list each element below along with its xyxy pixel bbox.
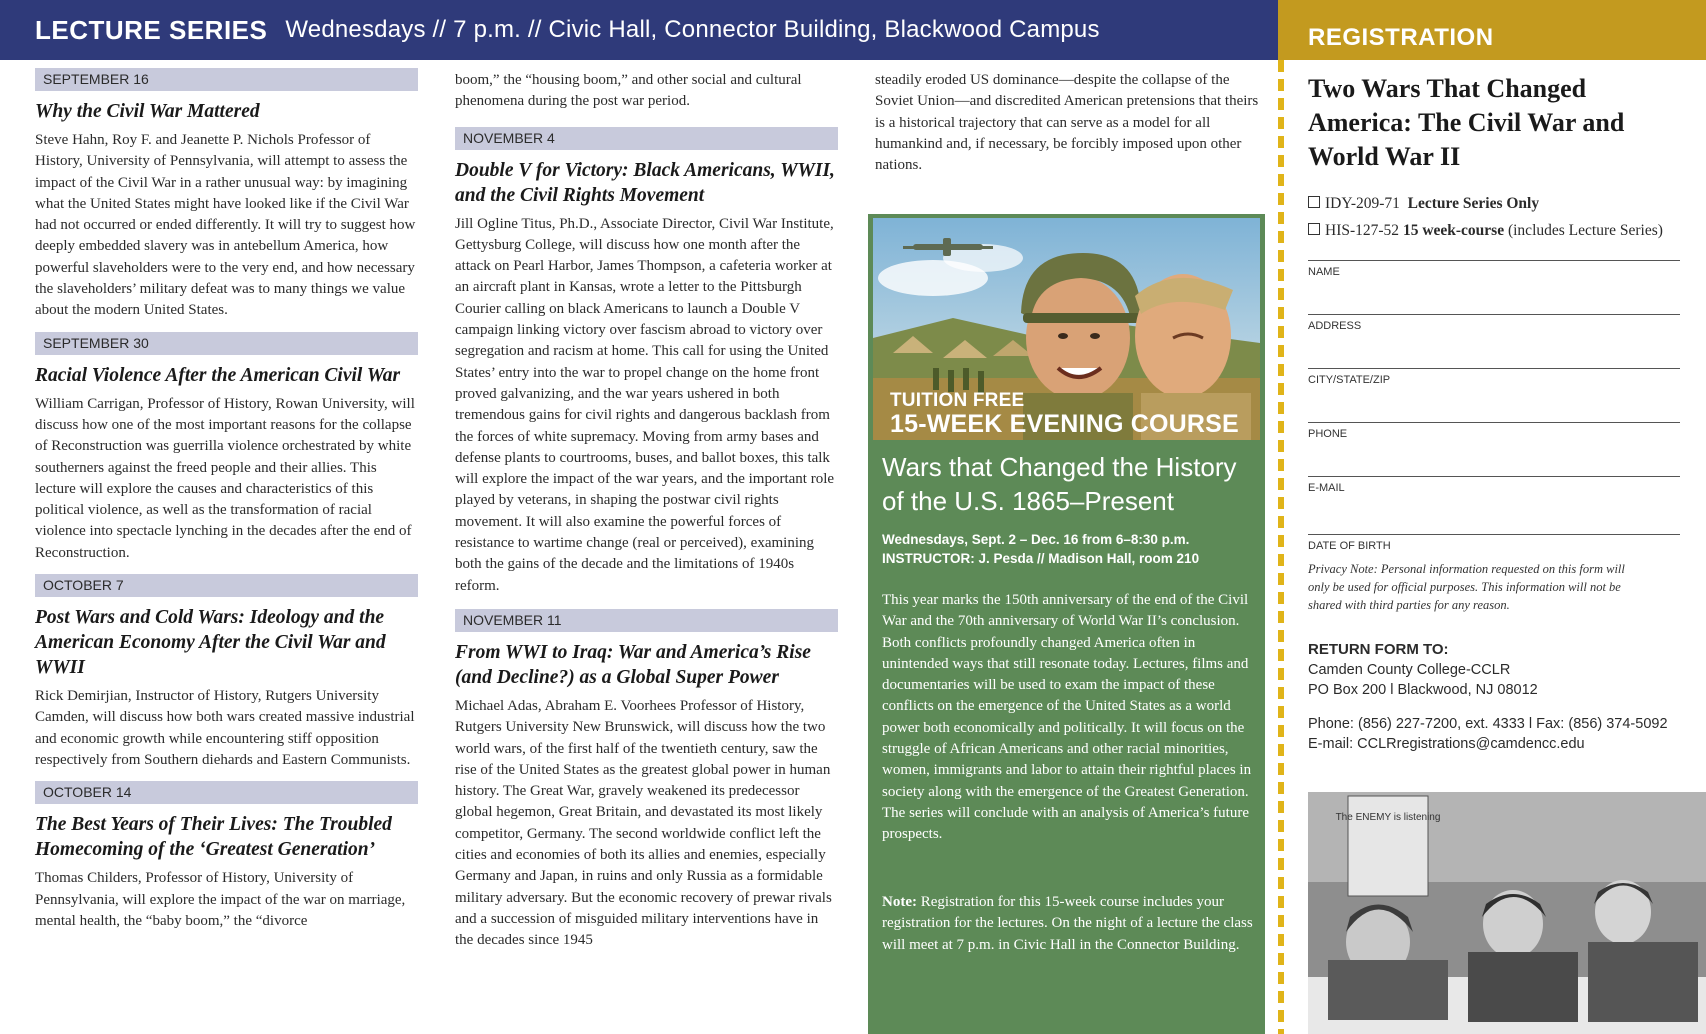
course-meta — [882, 530, 1257, 568]
poster-sign: The ENEMY is listening — [1335, 812, 1441, 823]
return-line: Camden County College-CCLR — [1308, 662, 1511, 678]
course-note — [882, 892, 1254, 956]
poster-sign-text — [1336, 812, 1441, 823]
checkbox[interactable] — [1308, 223, 1320, 235]
field-label: E-MAIL — [1308, 482, 1345, 494]
course-badge: 15-WEEK EVENING COURSE — [890, 410, 1239, 438]
phone-field[interactable] — [1308, 422, 1680, 476]
lecture-description: Steve Hahn, Roy F. and Jeanette P. Nichols Professor of History, University of Pennsylvania, will attempt to assess the impact of the Civil War in a rather unusual way: by imagining what the United States might have looked like if the Civil War had not occurred or ended differently. It will try to suggest how deeply embedded slavery was in antebellum America, how powerful slaveholders were to the very end, and how necessary the slaveholders’ military defeat was to many things we value about the modern United States. — [35, 132, 416, 319]
lecture-series-header — [0, 0, 1278, 60]
lecture-item — [35, 574, 418, 771]
tuition-free-label: TUITION FREE — [890, 390, 1025, 411]
lecture-item — [35, 781, 418, 932]
registration-form — [1308, 60, 1680, 754]
lecture-title: Double V for Victory: Black Americans, WWII, and the Civil Rights Movement — [455, 159, 835, 206]
note-label: Note: — [882, 894, 917, 910]
course-description: This year marks the 150th anniversary of the end of the Civil War and the 70th anniversary of World War II’s conclusion. Both conflicts profoundly changed America often in unintended ways that still resonate today. Lectures, films and documentaries will be used to exam the impact of these conflicts on the emergence of the United States as a world power both economically and politically. It will focus on the struggle of African Americans and other racial minorities, women, immigrants and labor to attain their rightful places in society along with the emergence of the Greatest Generation. The series will conclude with an analysis of America’s future prospects. — [882, 592, 1252, 843]
course-title: Wars that Changed the History of the U.S. 1865–Present — [882, 452, 1237, 516]
option-extra: (includes Lecture Series) — [1507, 222, 1663, 239]
course-code: IDY-209-71 — [1325, 195, 1400, 212]
return-line: PO Box 200 l Blackwood, NJ 08012 — [1308, 682, 1538, 698]
option-label: 15 week-course — [1402, 222, 1505, 239]
address-field[interactable] — [1308, 314, 1680, 368]
field-label: ADDRESS — [1308, 320, 1362, 332]
lecture-item — [35, 332, 418, 564]
checkbox[interactable] — [1308, 196, 1320, 208]
field-label: PHONE — [1308, 428, 1348, 440]
email-field[interactable] — [1308, 476, 1680, 530]
registration-header-label: REGISTRATION — [1308, 24, 1494, 51]
option-15-week-course[interactable] — [1308, 217, 1680, 244]
lecture-title: Post Wars and Cold Wars: Ideology and the American Economy After the Civil War and WWII — [35, 607, 386, 679]
lecture-item — [35, 68, 418, 322]
lecture-date: OCTOBER 7 — [35, 574, 418, 597]
course-box — [868, 214, 1265, 1034]
continued-text: steadily eroded US dominance—despite the collapse of the Soviet Union—and discredited American pretensions that theirs is a historical trajectory that can serve as a model for all humankind and, if necessary, be forcibly imposed upon other nations. — [875, 72, 1259, 174]
lecture-date: NOVEMBER 11 — [455, 609, 838, 632]
registration-title: Two Wars That Changed America: The Civil War and World War II — [1308, 74, 1625, 171]
field-label: NAME — [1308, 266, 1340, 278]
series-title: LECTURE SERIES — [35, 14, 268, 45]
note-text: Registration for this 15-week course includes your registration for the lectures. On the night of a lecture the class will meet at 7 p.m. in Civic Hall in the Connector Building. — [882, 894, 1253, 953]
phone-fax-line: Phone: (856) 227-7200, ext. 4333 l Fax: (856) 374-5092 — [1308, 716, 1668, 732]
lecture-title: Racial Violence After the American Civil War — [35, 364, 401, 386]
lecture-description: Thomas Childers, Professor of History, University of Pennsylvania, will explore the impact of the war on marriage, mental health, the “baby boom,” the “divorce — [35, 870, 406, 929]
email-line: E-mail: CCLRregistrations@camdencc.edu — [1308, 736, 1585, 752]
return-address — [1308, 640, 1680, 754]
lecture-column-1 — [35, 60, 418, 932]
city-state-zip-field[interactable] — [1308, 368, 1680, 422]
lecture-description: Rick Demirjian, Instructor of History, Rutgers University Camden, will discuss how both wars created massive industrial and economic growth while encountering stiff opposition respectively from Southern diehards and Eastern Communists. — [35, 688, 415, 768]
lecture-title: The Best Years of Their Lives: The Troubled Homecoming of the ‘Greatest Generation’ — [35, 814, 392, 861]
lecture-date: OCTOBER 14 — [35, 781, 418, 804]
lecture-item — [455, 609, 838, 952]
lecture-description: William Carrigan, Professor of History, Rowan University, will discuss how one of the most important reasons for the collapse of Reconstruction was guerrilla violence orchestrated by white southerners against the freed people and their allies. This lecture will explore the causes and characteristics of this political violence, as well as the transformation of racial violence into spectacle lynching in the decades after the end of Reconstruction. — [35, 395, 415, 561]
lecture-column-3 — [875, 60, 1260, 176]
wartime-photo — [1308, 792, 1706, 1034]
field-label: DATE OF BIRTH — [1308, 540, 1391, 552]
lecture-date: SEPTEMBER 16 — [35, 68, 418, 91]
lecture-item — [455, 127, 838, 597]
series-details: Wednesdays // 7 p.m. // Civic Hall, Connector Building, Blackwood Campus — [285, 16, 1100, 43]
name-field[interactable] — [1308, 260, 1680, 314]
return-heading: RETURN FORM TO: — [1308, 641, 1449, 658]
lecture-date: NOVEMBER 4 — [455, 127, 838, 150]
field-label: CITY/STATE/ZIP — [1308, 374, 1391, 386]
lecture-column-2 — [455, 60, 838, 952]
course-instructor: INSTRUCTOR: J. Pesda // Madison Hall, room 210 — [882, 551, 1200, 566]
course-code: HIS-127-52 — [1325, 222, 1400, 239]
registration-header — [1278, 0, 1706, 60]
lecture-description: Jill Ogline Titus, Ph.D., Associate Director, Civil War Institute, Gettysburg College, will discuss how one month after the attack on Pearl Harbor, James Thompson, a cafeteria worker at an aircraft plant in Kansas, wrote a letter to the Pittsburgh Courier calling on black Americans to launch a Double V campaign linking victory over fascism abroad to victory over segregation and racism at home. This call for using the United States’ entry into the war to propel change on the home front proved galvanizing, and the war years ushered in both tremendous gains for civil rights and dangerous backlash from the forces of white supremacy. Moving from army bases and defense plants to courtrooms, buses, and ballot boxes, this talk will explore the impact of the war years, and the important role played by veterans, in shaping the postwar civil rights movement. It will also examine the powerful forces of resistance to wartime change (real or perceived), examining both the gains of the decade and the limitations of 1940s reform. — [455, 215, 835, 594]
lecture-title: From WWI to Iraq: War and America’s Rise (and Decline?) as a Global Super Power — [455, 641, 811, 688]
privacy-note: Privacy Note: Personal information requested on this form will only be used for official purposes. This information will not be shared with third parties for any reason. — [1308, 562, 1625, 612]
lecture-title: Why the Civil War Mattered — [35, 101, 260, 122]
dashed-divider — [1278, 60, 1284, 1034]
continued-text: boom,” the “housing boom,” and other social and cultural phenomena during the post war period. — [455, 72, 802, 110]
lecture-date: SEPTEMBER 30 — [35, 332, 418, 355]
women-workers-photo — [1308, 792, 1706, 1034]
option-lecture-series[interactable] — [1308, 190, 1680, 217]
lecture-description: Michael Adas, Abraham E. Voorhees Professor of History, Rutgers University New Brunswick, will discuss how the two world wars, of the first half of the twentieth century, saw the rise of the United States as the greatest global power in human history. The Great War, gravely weakened its predecessor global hegemon, Great Britain, and devastated its most likely competitor, Germany. The second worldwide conflict left the cities and economies of both its allies and enemies, especially Germany and Japan, in ruins and only Russia as a formidable military adversary. But the economic recovery of prewar rivals and a succession of misguided military interventions have in the decades since 1945 — [455, 697, 832, 949]
option-label: Lecture Series Only — [1407, 195, 1540, 212]
course-schedule: Wednesdays, Sept. 2 – Dec. 16 from 6–8:30 p.m. — [882, 532, 1190, 547]
